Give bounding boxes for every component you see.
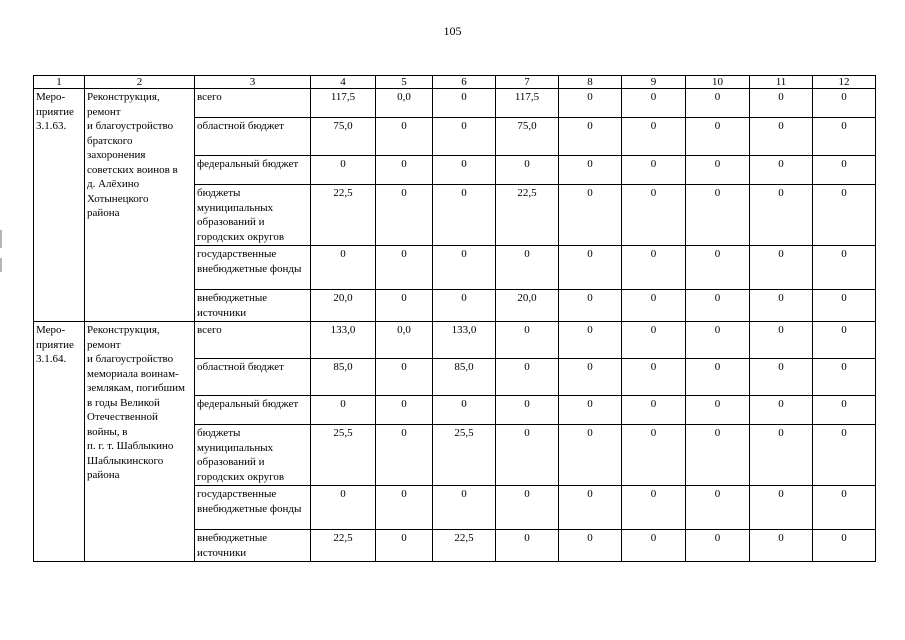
measure-description-line: и благоустройство [87,353,174,365]
amount-cell: 0 [496,425,559,486]
funding-source-cell: бюджеты муниципальных образований и городских округов [195,425,311,486]
scan-margin-mark [0,230,2,248]
measure-description-line: ремонт [87,105,121,118]
measure-description-line: войны, в [87,425,128,438]
amount-cell: 0 [750,89,813,118]
amount-cell: 0 [376,185,433,246]
amount-cell: 0 [311,156,376,185]
amount-cell: 0 [813,530,876,562]
funding-source-cell: всего [195,89,311,118]
measure-id-line: 3.1.64. [36,353,67,365]
amount-cell: 0 [813,322,876,359]
amount-cell: 0 [622,322,686,359]
amount-cell: 0 [622,185,686,246]
header-cell: 8 [559,76,622,89]
amount-cell: 0 [813,118,876,156]
amount-cell: 133,0 [433,322,496,359]
amount-cell: 0 [496,530,559,562]
amount-cell: 25,5 [433,425,496,486]
measure-description-cell [85,89,195,322]
amount-cell: 0 [376,290,433,322]
budget-table [33,75,876,562]
measure-description-line: Реконструкция, [87,91,160,103]
amount-cell: 117,5 [496,89,559,118]
amount-cell: 0 [686,156,750,185]
amount-cell: 0 [622,89,686,118]
amount-cell: 0 [559,118,622,156]
amount-cell: 0 [433,156,496,185]
amount-cell: 0 [433,185,496,246]
table-row [34,89,876,118]
amount-cell: 0 [622,118,686,156]
scan-margin-mark [0,258,2,272]
measure-id-line: 3.1.63. [36,120,67,132]
amount-cell: 0 [813,185,876,246]
measure-id-line: Меро- [36,91,66,103]
header-cell: 3 [195,76,311,89]
measure-description-line: ремонт [87,338,121,351]
funding-source-cell: государственные внебюджетные фонды [195,486,311,530]
amount-cell: 22,5 [311,185,376,246]
measure-id-line: Меро- [36,324,66,336]
amount-cell: 0 [433,290,496,322]
amount-cell: 0 [376,530,433,562]
measure-description-line: мемориала воинам- [87,367,179,380]
amount-cell: 0 [559,486,622,530]
header-cell: 7 [496,76,559,89]
amount-cell: 0 [433,486,496,530]
amount-cell: 0 [686,425,750,486]
funding-source-cell: федеральный бюджет [195,396,311,425]
header-cell: 12 [813,76,876,89]
measure-description-line: в годы Великой [87,396,160,409]
measure-description-line: Шаблыкинского [87,454,164,467]
amount-cell: 0 [559,89,622,118]
funding-source-cell: внебюджетные источники [195,290,311,322]
amount-cell: 0 [496,322,559,359]
amount-cell: 85,0 [311,359,376,396]
amount-cell: 20,0 [311,290,376,322]
amount-cell: 0 [559,185,622,246]
amount-cell: 0 [813,246,876,290]
amount-cell: 0 [496,396,559,425]
amount-cell: 0 [750,425,813,486]
amount-cell: 0 [813,156,876,185]
amount-cell: 0 [311,246,376,290]
amount-cell: 0 [686,89,750,118]
header-cell: 1 [34,76,85,89]
amount-cell: 0 [750,359,813,396]
amount-cell: 0 [622,359,686,396]
amount-cell: 0 [686,396,750,425]
amount-cell: 0 [622,425,686,486]
header-cell: 10 [686,76,750,89]
amount-cell: 0,0 [376,89,433,118]
measure-description-line: советских воинов в [87,163,178,176]
amount-cell: 0 [813,425,876,486]
amount-cell: 0 [559,359,622,396]
page-number: 105 [443,24,462,38]
amount-cell: 0 [686,246,750,290]
amount-cell: 0 [376,359,433,396]
measure-description-line: района [87,207,120,219]
amount-cell: 25,5 [311,425,376,486]
funding-source-cell: бюджеты муниципальных образований и городских округов [195,185,311,246]
measure-description-line: землякам, погибшим [87,382,185,394]
header-cell: 9 [622,76,686,89]
header-cell: 6 [433,76,496,89]
amount-cell: 0 [622,246,686,290]
amount-cell: 22,5 [433,530,496,562]
amount-cell: 0 [559,530,622,562]
header-cell: 5 [376,76,433,89]
measure-description-line: п. г. т. Шаблыкино [87,440,174,452]
amount-cell: 75,0 [311,118,376,156]
amount-cell: 0 [750,156,813,185]
amount-cell: 0 [750,322,813,359]
amount-cell: 75,0 [496,118,559,156]
measure-id-cell [34,89,85,322]
amount-cell: 0 [433,396,496,425]
funding-source-cell: областной бюджет [195,359,311,396]
amount-cell: 0 [686,486,750,530]
amount-cell: 22,5 [496,185,559,246]
amount-cell: 0 [813,486,876,530]
amount-cell: 0 [686,322,750,359]
amount-cell: 0 [750,396,813,425]
amount-cell: 0 [376,425,433,486]
amount-cell: 0 [376,246,433,290]
measure-id-line: приятие [36,105,74,118]
header-cell: 2 [85,76,195,89]
measure-description-line: захоронения [87,149,146,161]
amount-cell: 0 [813,89,876,118]
measure-description-line: Отечественной [87,411,158,423]
funding-source-cell: внебюджетные источники [195,530,311,562]
amount-cell: 0 [750,530,813,562]
measure-description-line: братского [87,134,133,147]
amount-cell: 0 [686,118,750,156]
header-cell: 11 [750,76,813,89]
amount-cell: 20,0 [496,290,559,322]
amount-cell: 0 [433,118,496,156]
measure-description-line: и благоустройство [87,120,174,132]
amount-cell: 0 [559,396,622,425]
funding-source-cell: государственные внебюджетные фонды [195,246,311,290]
measure-description-line: д. Алёхино [87,178,140,190]
amount-cell: 85,0 [433,359,496,396]
amount-cell: 0 [750,246,813,290]
measure-description-line: района [87,469,120,481]
amount-cell: 0 [376,156,433,185]
amount-cell: 0 [433,246,496,290]
measure-description-cell [85,322,195,562]
table-header-row [34,76,876,89]
amount-cell: 0 [750,486,813,530]
amount-cell: 0,0 [376,322,433,359]
amount-cell: 0 [686,185,750,246]
amount-cell: 0 [376,486,433,530]
amount-cell: 0 [559,322,622,359]
measure-description-line: Реконструкция, [87,324,160,336]
amount-cell: 0 [496,246,559,290]
amount-cell: 0 [496,359,559,396]
amount-cell: 0 [559,425,622,486]
measure-id-line: приятие [36,338,74,351]
amount-cell: 0 [376,118,433,156]
funding-source-cell: областной бюджет [195,118,311,156]
amount-cell: 0 [496,486,559,530]
amount-cell: 0 [376,396,433,425]
amount-cell: 0 [750,185,813,246]
amount-cell: 117,5 [311,89,376,118]
amount-cell: 0 [622,156,686,185]
amount-cell: 0 [686,359,750,396]
amount-cell: 22,5 [311,530,376,562]
amount-cell: 0 [750,118,813,156]
amount-cell: 0 [622,396,686,425]
amount-cell: 0 [622,486,686,530]
amount-cell: 0 [750,290,813,322]
amount-cell: 0 [559,156,622,185]
amount-cell: 0 [813,359,876,396]
table-row [34,322,876,359]
amount-cell: 0 [686,290,750,322]
amount-cell: 0 [813,396,876,425]
funding-source-cell: федеральный бюджет [195,156,311,185]
measure-description-line: Хотынецкого [87,192,149,205]
amount-cell: 133,0 [311,322,376,359]
measure-id-cell [34,322,85,562]
amount-cell: 0 [813,290,876,322]
header-cell: 4 [311,76,376,89]
funding-source-cell: всего [195,322,311,359]
amount-cell: 0 [622,530,686,562]
amount-cell: 0 [433,89,496,118]
amount-cell: 0 [686,530,750,562]
amount-cell: 0 [311,396,376,425]
amount-cell: 0 [622,290,686,322]
amount-cell: 0 [311,486,376,530]
amount-cell: 0 [559,290,622,322]
amount-cell: 0 [559,246,622,290]
amount-cell: 0 [496,156,559,185]
